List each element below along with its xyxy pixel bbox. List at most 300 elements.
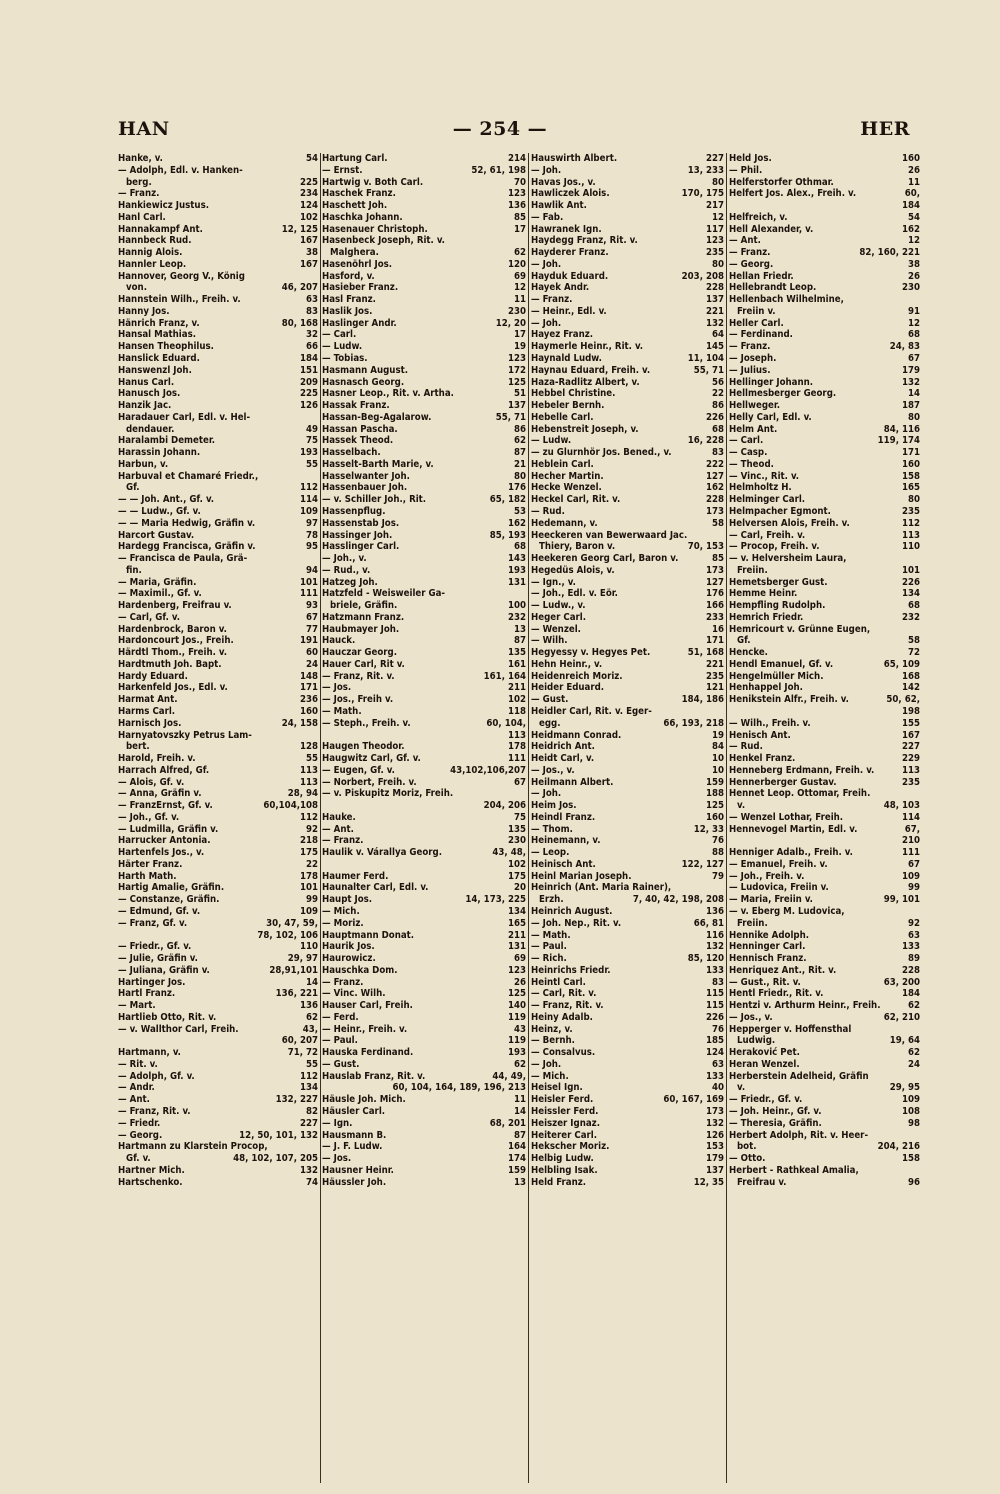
entry-pages: 109 [297,506,318,518]
index-entry [531,741,724,753]
entry-name: Harth Math. [118,870,177,882]
entry-name: Henniger Adalb., Freih. v. [729,847,853,859]
entry-name: — Theod. [729,458,774,470]
entry-name: Heran Wenzel. [729,1058,800,1070]
entry-pages: 145 [703,341,724,353]
entry-name: Hempfling Rudolph. [729,600,826,612]
index-entry [118,753,318,765]
index-entry [322,329,526,341]
entry-pages: 62 [905,1047,920,1059]
entry-pages: 69 [511,953,526,965]
index-entry [322,647,526,659]
index-entry [322,847,526,859]
index-entry [531,259,724,271]
index-entry [322,177,526,189]
entry-name: Heblein Carl. [531,458,594,470]
entry-name: Hasselbach. [322,447,381,459]
entry-pages: 65, 182 [487,494,526,506]
index-entry [729,294,920,306]
index-entry [322,600,526,612]
page-number: — 254 — [452,118,548,140]
index-entry [322,624,526,636]
index-entry [118,506,318,518]
index-entry [118,329,318,341]
entry-pages: 99, 101 [881,894,920,906]
index-entry [729,377,920,389]
index-entry [531,1071,724,1083]
index-entry [729,624,920,636]
index-entry [118,788,318,800]
entry-pages: 92 [303,824,318,836]
entry-name: Harms Carl. [118,705,176,717]
index-entry [118,306,318,318]
index-entry [531,518,724,530]
entry-name: Hardenberg, Freifrau v. [118,600,232,612]
entry-pages: 124 [297,200,318,212]
entry-pages: 89 [905,953,920,965]
entry-pages: 65, 109 [881,659,920,671]
entry-name: — Ludw. [322,341,363,353]
entry-pages: 128 [297,741,318,753]
entry-name: Hennerberger Gustav. [729,776,837,788]
index-entry [729,541,920,553]
index-entry [118,235,318,247]
entry-pages: 165 [899,482,920,494]
entry-name: — Emanuel, Freih. v. [729,858,828,870]
entry-name: — Georg. [729,258,774,270]
entry-name: Haza-Radlitz Albert, v. [531,376,640,388]
header-right-keyword: HER [860,118,910,140]
index-entry [118,965,318,977]
index-entry [729,177,920,189]
index-entry [729,435,920,447]
entry-name: — Joh., Gf. v. [118,811,180,823]
index-entry [118,400,318,412]
index-entry [729,306,920,318]
entry-name: Hartschenko. [118,1176,183,1188]
index-entry [729,400,920,412]
index-entry [322,530,526,542]
index-entry [729,530,920,542]
index-entry [729,777,920,789]
entry-name: Hansen Theophilus. [118,341,214,353]
entry-pages: 17 [511,224,526,236]
entry-pages: 83 [709,977,724,989]
entry-name: Hasenöhrl Jos. [322,258,393,270]
index-entry [118,518,318,530]
entry-pages: 109 [297,906,318,918]
entry-pages: 214 [505,153,526,165]
entry-name: — Joh., Edl. v. Eör. [531,588,618,600]
entry-name: Haurik Jos. [322,941,375,953]
entry-pages: 14 [511,1106,526,1118]
entry-pages: 67 [905,859,920,871]
entry-pages: 136 [703,906,724,918]
entry-name: Hayduk Eduard. [531,270,609,282]
entry-pages: 24, 83 [887,341,920,353]
entry-pages: 66, 81 [691,918,724,930]
entry-pages: 70, 153 [685,541,724,553]
entry-pages: 10 [709,753,724,765]
entry-name: Haydegg Franz, Rit. v. [531,235,638,247]
entry-pages: 234 [297,188,318,200]
entry-pages: 12, 33 [691,824,724,836]
entry-pages: 12 [709,212,724,224]
index-entry [729,859,920,871]
entry-name: Heraković Pet. [729,1047,800,1059]
entry-pages: 136 [505,200,526,212]
entry-pages: 60, [902,188,920,200]
index-entry [729,765,920,777]
entry-name: Helferstorfer Othmar. [729,176,834,188]
entry-pages: 187 [899,400,920,412]
entry-pages: 49 [303,424,318,436]
column-divider [726,153,727,1483]
entry-pages: 52, 61, 198 [468,165,526,177]
entry-name: Hennet Leop. Ottomar, Freih. [729,788,871,800]
entry-pages: 134 [505,906,526,918]
entry-pages: 26 [511,977,526,989]
entry-name: — FranzErnst, Gf. v. [118,800,213,812]
entry-pages: 228 [899,965,920,977]
entry-name: — Ernst. [322,164,363,176]
entry-pages: 125 [505,988,526,1000]
entry-pages: 28,91,101 [266,965,318,977]
entry-name: — Leop. [531,847,570,859]
entry-pages: 143 [505,553,526,565]
index-entry [531,765,724,777]
index-entry [118,953,318,965]
index-entry [118,882,318,894]
index-entry [118,1118,318,1130]
entry-name: Haumer Ferd. [322,870,389,882]
entry-name: — Franz. [322,976,364,988]
index-entry [118,494,318,506]
index-entry [531,424,724,436]
index-entry [531,1153,724,1165]
index-entry [729,824,920,836]
entry-name: — Ant. [729,235,761,247]
index-entry [531,353,724,365]
entry-pages: 111 [899,847,920,859]
index-entry [322,1035,526,1047]
entry-name: Heiszer Ignaz. [531,1117,600,1129]
entry-name: — Phil. [729,164,763,176]
index-entry [531,177,724,189]
index-entry [118,1035,318,1047]
index-entry [322,200,526,212]
entry-pages: 63 [905,930,920,942]
entry-name: Hell Alexander, v. [729,223,814,235]
entry-pages: 179 [703,1153,724,1165]
entry-name: Häusle Joh. Mich. [322,1094,406,1106]
entry-pages: 227 [703,153,724,165]
entry-name: — Vinc. Wilh. [322,988,386,1000]
entry-pages: 55 [303,459,318,471]
entry-pages: 46, 207 [279,282,318,294]
index-entry [118,1177,318,1189]
entry-pages: 165 [505,918,526,930]
index-entry [118,624,318,636]
entry-pages: 76 [709,1024,724,1036]
entry-pages: 101 [297,577,318,589]
entry-name: Hansal Mathias. [118,329,196,341]
entry-name: Heekeren Georg Carl, Baron v. [531,553,679,565]
entry-name: Hannbeck Rud. [118,235,192,247]
entry-pages: 12, 35 [691,1177,724,1189]
entry-name: — Joh. [531,1058,562,1070]
entry-name: Hemetsberger Gust. [729,576,828,588]
index-entry [322,1024,526,1036]
index-entry [322,718,526,730]
entry-name: Hasmann August. [322,364,408,376]
entry-name: — Julius. [729,364,771,376]
entry-pages: 32 [303,329,318,341]
index-entry [322,953,526,965]
entry-name: Hauswirth Albert. [531,153,618,164]
entry-pages: 84 [709,741,724,753]
index-entry [322,224,526,236]
index-entry [118,977,318,989]
entry-name: Hassek Theod. [322,435,394,447]
index-entry [531,1130,724,1142]
entry-pages: 91 [905,306,920,318]
entry-name: Herbert Adolph, Rit. v. Heer- [729,1129,869,1141]
index-entry [531,247,724,259]
index-entry [118,1165,318,1177]
index-entry [531,506,724,518]
entry-name: — Ludmilla, Gräfin v. [118,823,219,835]
entry-name: Malghera. [330,247,379,259]
entry-pages: 167 [297,235,318,247]
entry-pages: 67 [303,612,318,624]
index-entry [322,259,526,271]
entry-name: Haurowicz. [322,953,376,965]
entry-pages: 12, 50, 101, 132 [236,1130,318,1142]
index-entry [531,824,724,836]
entry-name: Hassenbauer Joh. [322,482,408,494]
entry-name: Havas Jos., v. [531,176,596,188]
index-entry [729,1059,920,1071]
index-entry [531,835,724,847]
index-entry [729,1035,920,1047]
entry-name: — Franz, Rit. v. [531,1000,604,1012]
entry-pages: 68 [511,541,526,553]
index-entry [531,1141,724,1153]
entry-name: Heinz, v. [531,1023,573,1035]
entry-name: Hasselwanter Joh. [322,470,410,482]
entry-name: — Heinr., Edl. v. [531,305,607,317]
entry-name: bot. [737,1141,757,1153]
entry-name: briele, Gräfin. [330,600,398,612]
entry-name: Hannig Alois. [118,247,183,259]
index-entry [118,188,318,200]
entry-pages: 171 [899,447,920,459]
entry-name: Harbuval et Chamaré Friedr., [118,470,259,482]
entry-pages: 126 [297,400,318,412]
index-entry [118,1153,318,1165]
entry-name: Gf. [126,482,140,494]
index-entry [118,294,318,306]
entry-name: Hasenbeck Joseph, Rit. v. [322,235,445,247]
index-entry [531,329,724,341]
entry-name: — Rit. v. [118,1058,158,1070]
entry-pages: 132 [703,941,724,953]
entry-pages: 184 [899,200,920,212]
index-entry [531,788,724,800]
entry-pages: 123 [505,353,526,365]
entry-pages: 173 [703,506,724,518]
entry-name: — Georg. [118,1129,163,1141]
entry-name: Haymerle Heinr., Rit. v. [531,341,644,353]
index-entry [322,1130,526,1142]
index-entry [729,1082,920,1094]
entry-name: Heilmann Albert. [531,776,614,788]
index-entry [322,212,526,224]
entry-pages: 83 [303,306,318,318]
index-entry [322,294,526,306]
index-entry [118,224,318,236]
entry-pages: 160 [297,706,318,718]
index-entry [531,282,724,294]
entry-name: — Norbert, Freih. v. [322,776,417,788]
entry-name: Hartlieb Otto, Rit. v. [118,1011,217,1023]
index-entry [118,1130,318,1142]
index-entry [531,918,724,930]
entry-name: — Eugen, Gf. v. [322,764,395,776]
index-entry [322,400,526,412]
entry-pages: 235 [703,247,724,259]
entry-name: bert. [126,741,150,753]
index-entry [322,518,526,530]
entry-pages: 211 [505,930,526,942]
entry-name: Hatzfeld - Weisweiler Ga- [322,588,446,600]
entry-name: Freiin. [737,564,768,576]
index-entry [729,259,920,271]
index-entry [322,341,526,353]
entry-pages: 161 [505,659,526,671]
entry-pages: 67 [905,353,920,365]
entry-pages: 68 [905,329,920,341]
entry-pages: 226 [703,412,724,424]
entry-pages: 43 [511,1024,526,1036]
index-entry [118,730,318,742]
entry-name: Haschett Joh. [322,200,388,212]
index-entry [729,894,920,906]
entry-name: Hauke. [322,811,356,823]
index-entry [118,635,318,647]
entry-name: Hardenbrock, Baron v. [118,623,227,635]
index-entry [322,318,526,330]
entry-name: — J. F. Ludw. [322,1141,383,1153]
entry-name: — Julie, Gräfin v. [118,953,198,965]
index-entry [322,365,526,377]
entry-pages: 26 [905,165,920,177]
entry-pages: 84, 116 [881,424,920,436]
entry-name: Helversen Alois, Freih. v. [729,517,850,529]
index-entry [118,377,318,389]
index-entry [322,388,526,400]
index-entry [322,165,526,177]
index-entry [118,424,318,436]
entry-name: Hellmesberger Georg. [729,388,837,400]
entry-pages: 22 [709,388,724,400]
entry-pages: 151 [297,365,318,377]
entry-name: — Jos., v. [729,1011,773,1023]
entry-name: Haralambi Demeter. [118,435,216,447]
index-entry [729,153,920,165]
entry-pages: 124 [703,1047,724,1059]
index-entry [729,247,920,259]
entry-name: — Ferd. [322,1011,359,1023]
index-entry [118,271,318,283]
entry-pages: 97 [303,518,318,530]
index-entry [531,482,724,494]
entry-pages: 102 [505,694,526,706]
entry-name: Hasner Leop., Rit. v. Artha. [322,388,454,400]
entry-name: Heidmann Conrad. [531,729,622,741]
entry-name: Haslinger Andr. [322,317,397,329]
entry-name: Hemrich Friedr. [729,611,804,623]
entry-pages: 221 [703,306,724,318]
index-entry [322,871,526,883]
entry-pages: 99 [303,894,318,906]
entry-pages: 113 [297,765,318,777]
entry-name: Heger Carl. [531,611,587,623]
entry-name: Häussler Joh. [322,1176,387,1188]
entry-pages: 225 [297,388,318,400]
entry-name: Hannstein Wilh., Freih. v. [118,294,241,306]
entry-pages: 13, 233 [685,165,724,177]
index-entry [118,1012,318,1024]
index-entry [729,577,920,589]
index-entry [531,800,724,812]
entry-name: — v. Piskupitz Moriz, Freih. [322,788,454,800]
entry-pages: 133 [899,941,920,953]
index-entry [322,541,526,553]
entry-pages: 11 [511,294,526,306]
entry-pages: 209 [297,377,318,389]
index-entry [322,506,526,518]
entry-pages: 140 [505,1000,526,1012]
index-entry [118,1059,318,1071]
entry-name: — Jos. [322,1153,352,1165]
entry-name: — Alois, Gf. v. [118,776,185,788]
entry-name: — v. Eberg M. Ludovica, [729,906,845,917]
entry-pages: 20 [511,882,526,894]
entry-name: fin. [126,564,142,576]
entry-name: — Ludovica, Freiin v. [729,882,829,894]
entry-name: Hellebrandt Leop. [729,282,817,294]
entry-pages: 136, 221 [273,988,318,1000]
entry-name: — Mich. [322,906,360,917]
index-entry [322,1165,526,1177]
entry-pages: 60, 104, [483,718,526,730]
index-entry [322,1106,526,1118]
index-entry [531,647,724,659]
entry-pages: 38 [303,247,318,259]
entry-pages: 67, [902,824,920,836]
entry-pages: 121 [703,682,724,694]
index-entry [118,812,318,824]
entry-name: Haugwitz Carl, Gf. v. [322,753,421,765]
entry-name: — Wenzel. [531,623,581,635]
index-entry [729,188,920,200]
index-entry [531,212,724,224]
index-entry [118,153,318,165]
entry-pages: 235 [899,506,920,518]
index-entry [322,835,526,847]
